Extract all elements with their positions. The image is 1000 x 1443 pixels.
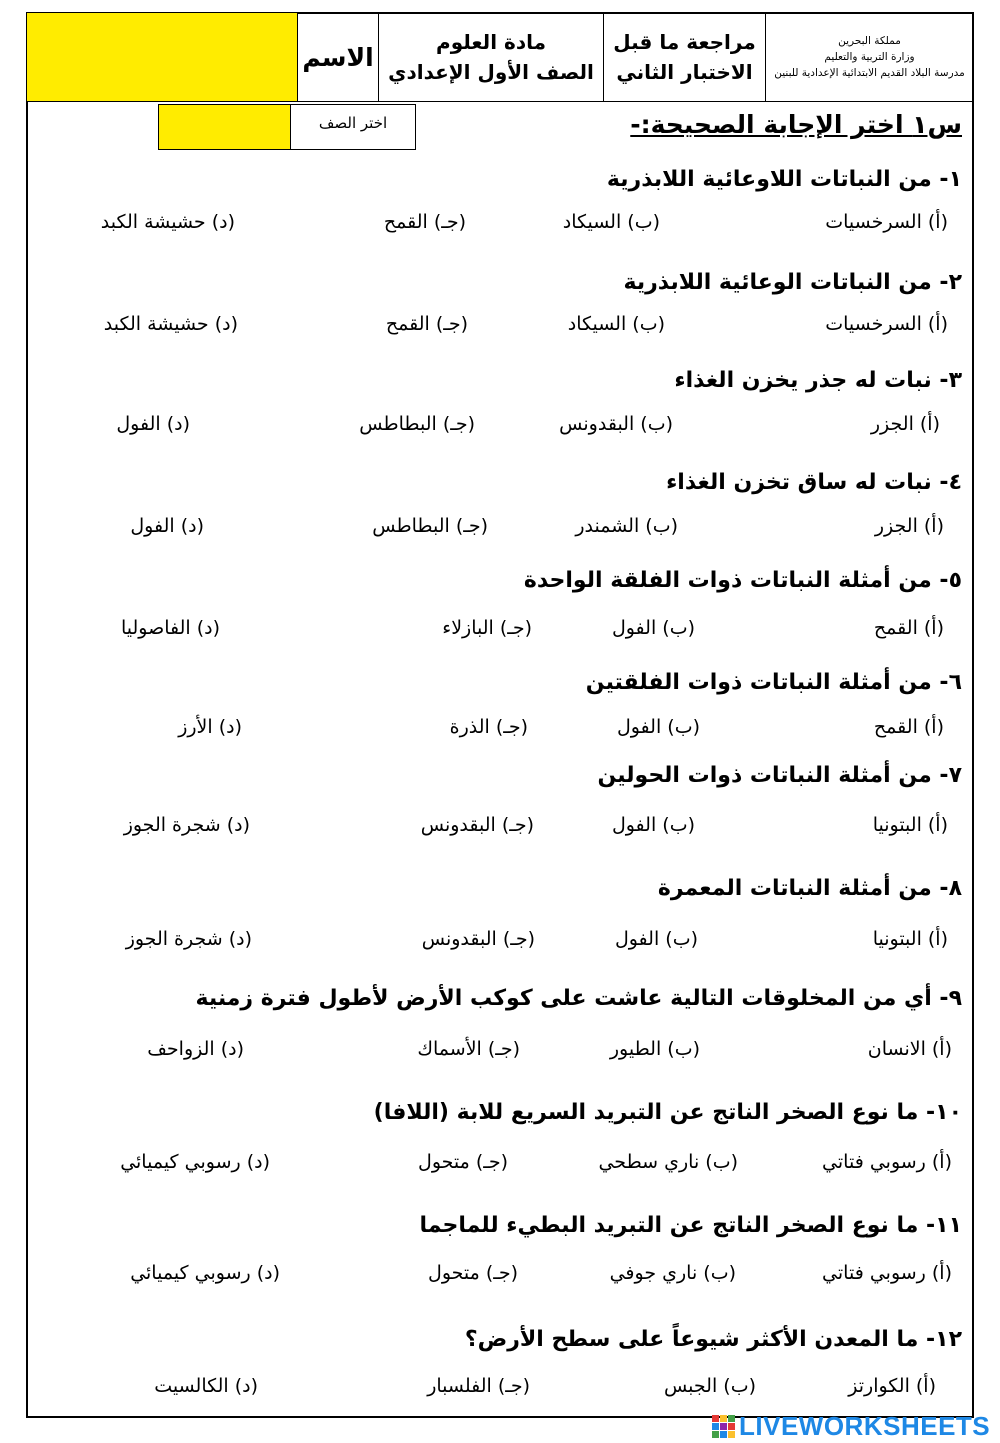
review-line-1: مراجعة ما قبل xyxy=(613,30,756,54)
question-7: ٧- من أمثلة النباتات ذوات الحولين xyxy=(597,763,962,788)
q9-option-c[interactable]: (جـ) الأسماك xyxy=(417,1038,520,1060)
q9-option-b[interactable]: (ب) الطيور xyxy=(609,1038,700,1060)
q7-option-d[interactable]: (د) شجرة الجوز xyxy=(123,814,250,836)
liveworksheets-brand: LIVEWORKSHEETS xyxy=(739,1410,991,1441)
q6-option-c[interactable]: (جـ) الذرة xyxy=(449,716,528,738)
q10-option-d[interactable]: (د) رسوبي كيميائي xyxy=(120,1151,270,1173)
q3-option-b[interactable]: (ب) البقدونس xyxy=(559,413,673,435)
question-12: ١٢- ما المعدن الأكثر شيوعاً على سطح الأرض؟ xyxy=(464,1327,962,1352)
q7-option-a[interactable]: (أ) البتونيا xyxy=(872,814,948,836)
q2-option-d[interactable]: (د) حشيشة الكبد xyxy=(103,313,238,335)
school-line-3: مدرسة البلاد القديم الابتدائية الإعدادية للبنين xyxy=(774,67,965,79)
name-answer-field[interactable] xyxy=(26,12,298,102)
question-11: ١١- ما نوع الصخر الناتج عن التبريد البطيء للماجما xyxy=(419,1213,962,1238)
q9-option-a[interactable]: (أ) الانسان xyxy=(867,1038,952,1060)
school-line-1: مملكة البحرين xyxy=(838,35,901,47)
q8-option-a[interactable]: (أ) البتونيا xyxy=(872,928,948,950)
q10-option-c[interactable]: (جـ) متحول xyxy=(418,1151,508,1173)
class-selector xyxy=(158,104,416,150)
q4-option-c[interactable]: (جـ) البطاطس xyxy=(372,515,488,537)
q7-option-c[interactable]: (جـ) البقدونس xyxy=(420,814,534,836)
q1-option-b[interactable]: (ب) السيكاد xyxy=(562,211,660,233)
question-5: ٥- من أمثلة النباتات ذوات الفلقة الواحدة xyxy=(523,568,962,593)
school-cell xyxy=(765,12,974,102)
q11-option-b[interactable]: (ب) ناري جوفي xyxy=(609,1262,736,1284)
q3-option-c[interactable]: (جـ) البطاطس xyxy=(359,413,475,435)
liveworksheets-logo-icon xyxy=(712,1415,735,1438)
q9-option-d[interactable]: (د) الزواحف xyxy=(147,1038,244,1060)
q1-option-d[interactable]: (د) حشيشة الكبد xyxy=(100,211,235,233)
q4-option-d[interactable]: (د) الفول xyxy=(130,515,204,537)
q2-option-b[interactable]: (ب) السيكاد xyxy=(567,313,665,335)
q10-option-b[interactable]: (ب) ناري سطحي xyxy=(598,1151,738,1173)
school-line-2: وزارة التربية والتعليم xyxy=(824,51,915,63)
q5-option-a[interactable]: (أ) القمح xyxy=(873,617,944,639)
q6-option-a[interactable]: (أ) القمح xyxy=(873,716,944,738)
question-10: ١٠- ما نوع الصخر الناتج عن التبريد السريع للابة (اللافا) xyxy=(373,1100,962,1125)
q11-option-a[interactable]: (أ) رسوبي فتاتي xyxy=(822,1262,952,1284)
liveworksheets-logo[interactable] xyxy=(712,1410,990,1442)
q8-option-c[interactable]: (جـ) البقدونس xyxy=(421,928,535,950)
q6-option-d[interactable]: (د) الأرز xyxy=(178,716,242,738)
q8-option-b[interactable]: (ب) الفول xyxy=(614,928,698,950)
q2-option-c[interactable]: (جـ) القمح xyxy=(385,313,468,335)
class-dropdown[interactable] xyxy=(159,105,291,149)
subject-line-1: مادة العلوم xyxy=(436,30,546,54)
question-2: ٢- من النباتات الوعائية اللابذرية xyxy=(623,270,962,295)
q6-option-b[interactable]: (ب) الفول xyxy=(616,716,700,738)
q1-option-a[interactable]: (أ) السرخسيات xyxy=(825,211,948,233)
q7-option-b[interactable]: (ب) الفول xyxy=(611,814,695,836)
q11-option-d[interactable]: (د) رسوبي كيميائي xyxy=(130,1262,280,1284)
question-3: ٣- نبات له جذر يخزن الغذاء xyxy=(674,368,962,393)
subject-line-2: الصف الأول الإعدادي xyxy=(388,60,594,84)
q1-option-c[interactable]: (جـ) القمح xyxy=(383,211,466,233)
name-label-text: الاسم xyxy=(302,42,374,72)
question-1: ١- من النباتات اللاوعائية اللابذرية xyxy=(606,167,962,192)
q12-option-a[interactable]: (أ) الكوارتز xyxy=(848,1375,936,1397)
q12-option-d[interactable]: (د) الكالسيت xyxy=(154,1375,258,1397)
q11-option-c[interactable]: (جـ) متحول xyxy=(428,1262,518,1284)
question-6: ٦- من أمثلة النباتات ذوات الفلقتين xyxy=(585,670,962,695)
subject-cell xyxy=(378,12,604,102)
q4-option-b[interactable]: (ب) الشمندر xyxy=(575,515,678,537)
name-label xyxy=(297,12,379,102)
review-cell xyxy=(603,12,766,102)
q10-option-a[interactable]: (أ) رسوبي فتاتي xyxy=(822,1151,952,1173)
q3-option-d[interactable]: (د) الفول xyxy=(116,413,190,435)
q5-option-d[interactable]: (د) الفاصوليا xyxy=(120,617,220,639)
question-8: ٨- من أمثلة النباتات المعمرة xyxy=(657,876,962,901)
q12-option-c[interactable]: (جـ) الفلسبار xyxy=(427,1375,530,1397)
q8-option-d[interactable]: (د) شجرة الجوز xyxy=(125,928,252,950)
section-title: س١ اختر الإجابة الصحيحة:- xyxy=(630,110,962,139)
question-4: ٤- نبات له ساق تخزن الغذاء xyxy=(666,470,962,495)
class-selector-label: اختر الصف xyxy=(318,114,388,132)
q4-option-a[interactable]: (أ) الجزر xyxy=(874,515,944,537)
q2-option-a[interactable]: (أ) السرخسيات xyxy=(825,313,948,335)
review-line-2: الاختبار الثاني xyxy=(616,60,753,84)
question-9: ٩- أي من المخلوقات التالية عاشت على كوكب الأرض لأطول فترة زمنية xyxy=(195,986,962,1011)
q12-option-b[interactable]: (ب) الجبس xyxy=(663,1375,756,1397)
q5-option-b[interactable]: (ب) الفول xyxy=(611,617,695,639)
q3-option-a[interactable]: (أ) الجزر xyxy=(870,413,940,435)
q5-option-c[interactable]: (جـ) البازلاء xyxy=(442,617,532,639)
